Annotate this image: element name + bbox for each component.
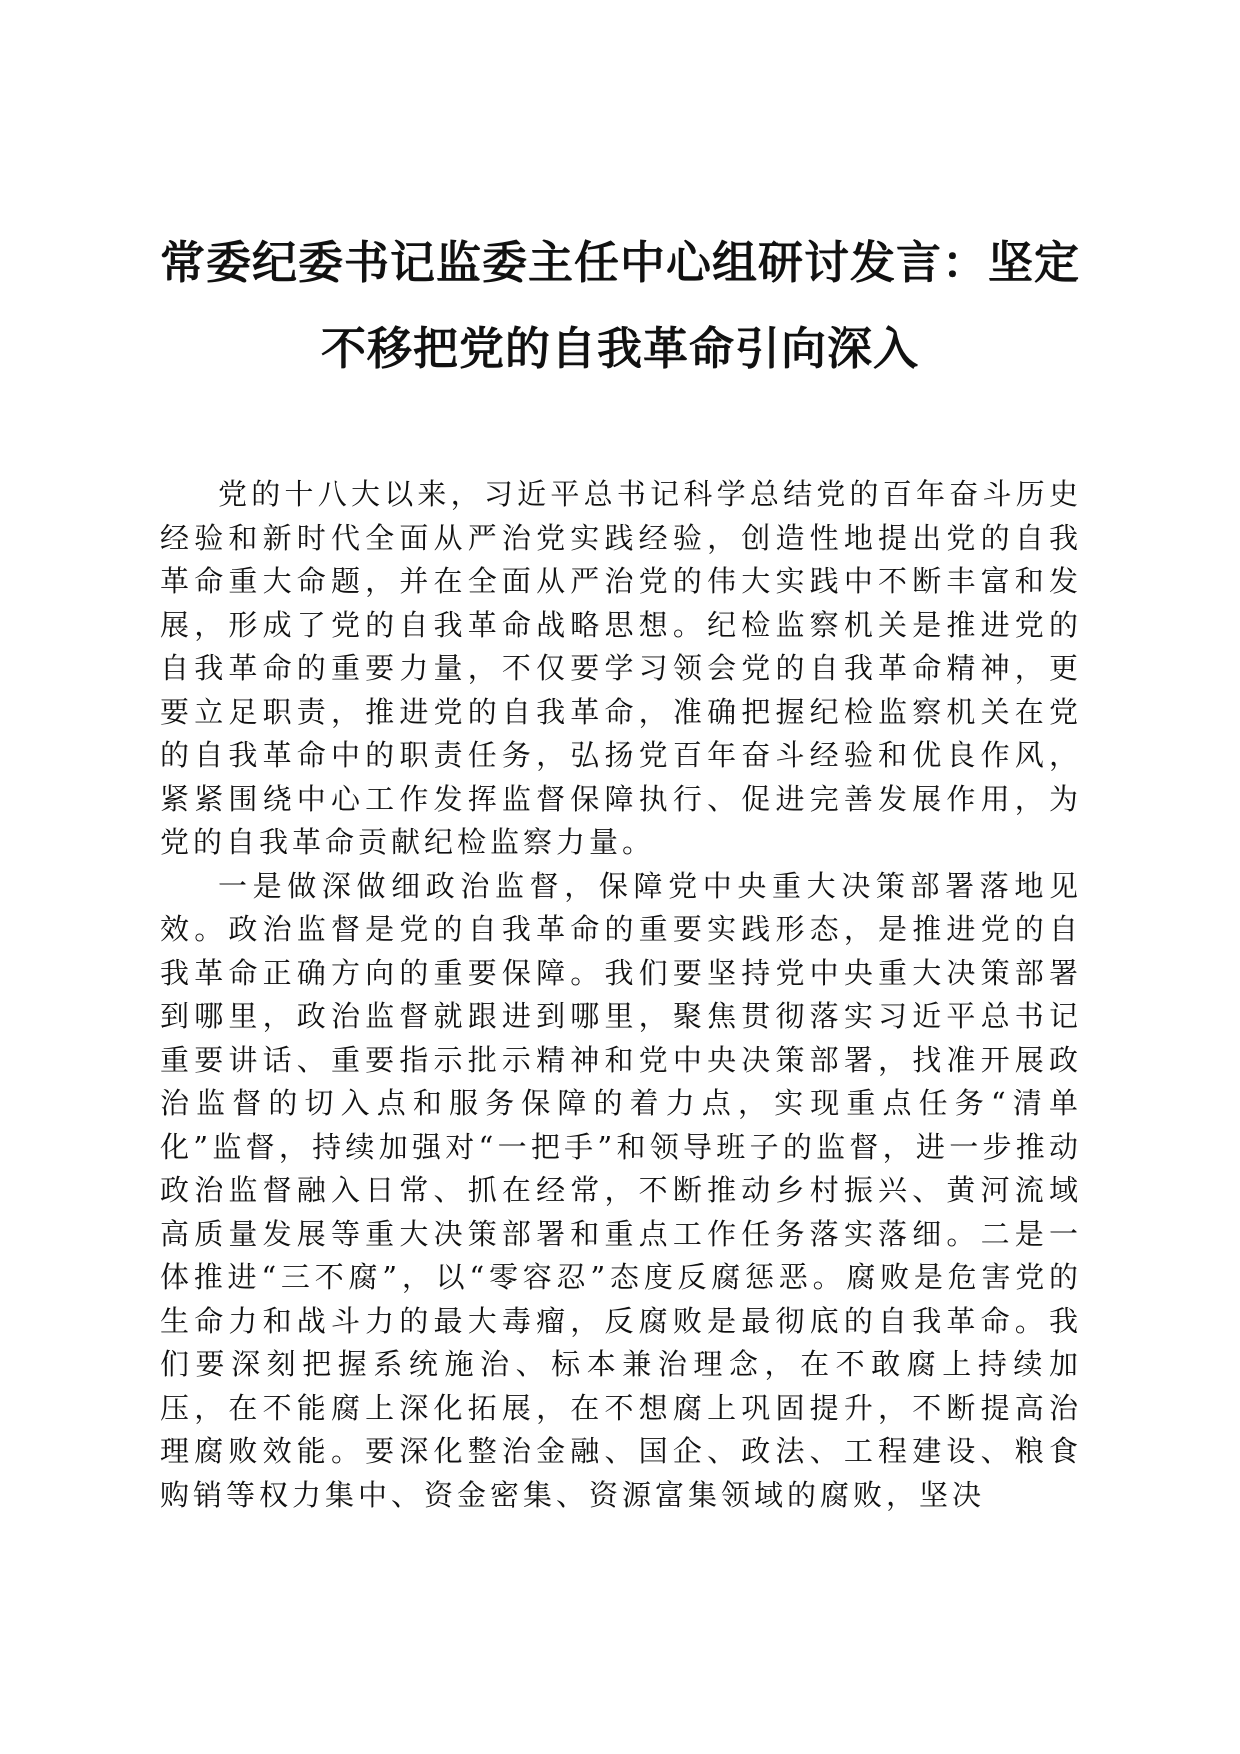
document-body bbox=[160, 473, 1082, 1517]
title-line-1: 常委纪委书记监委主任中心组研讨发言：坚定 bbox=[159, 236, 1080, 289]
paragraph-intro: 党的十八大以来，习近平总书记科学总结党的百年奋斗历史经验和新时代全面从严治党实践经验，创造性地提出党的自我革命重大命题，并在全面从严治党的伟大实践中不断丰富和发展，形成了党的自我革命战略思想。纪检监察机关是推进党的自我革命的重要力量，不仅要学习领会党的自我革命精神，更要立足职责，推进党的自我革命，准确把握纪检监察机关在党的自我革命中的职责任务，弘扬党百年奋斗经验和优良作风，紧紧围绕中心工作发挥监督保障执行、促进完善发展作用，为党的自我革命贡献纪检监察力量。 bbox=[160, 477, 1082, 859]
title-line-2: 不移把党的自我革命引向深入 bbox=[320, 322, 919, 375]
document-title bbox=[150, 220, 1090, 392]
paragraph-political-supervision: 一是做深做细政治监督，保障党中央重大决策部署落地见效。政治监督是党的自我革命的重要实践形态，是推进党的自我革命正确方向的重要保障。我们要坚持党中央重大决策部署到哪里，政治监督就跟进到哪里，聚焦贯彻落实习近平总书记重要讲话、重要指示批示精神和党中央决策部署，找准开展政治监督的切入点和服务保障的着力点，实现重点任务“清单化”监督，持续加强对“一把手”和领导班子的监督，进一步推动政治监督融入日常、抓在经常，不断推动乡村振兴、黄河流域高质量发展等重大决策部署和重点工作任务落实落细。二是一体推进“三不腐”，以“零容忍”态度反腐惩恶。腐败是危害党的生命力和战斗力的最大毒瘤，反腐败是最彻底的自我革命。我们要深刻把握系统施治、标本兼治理念，在不敢腐上持续加压，在不能腐上深化拓展，在不想腐上巩固提升，不断提高治理腐败效能。要深化整治金融、国企、政法、工程建设、粮食购销等权力集中、资金密集、资源富集领域的腐败，坚决 bbox=[160, 868, 1082, 1512]
